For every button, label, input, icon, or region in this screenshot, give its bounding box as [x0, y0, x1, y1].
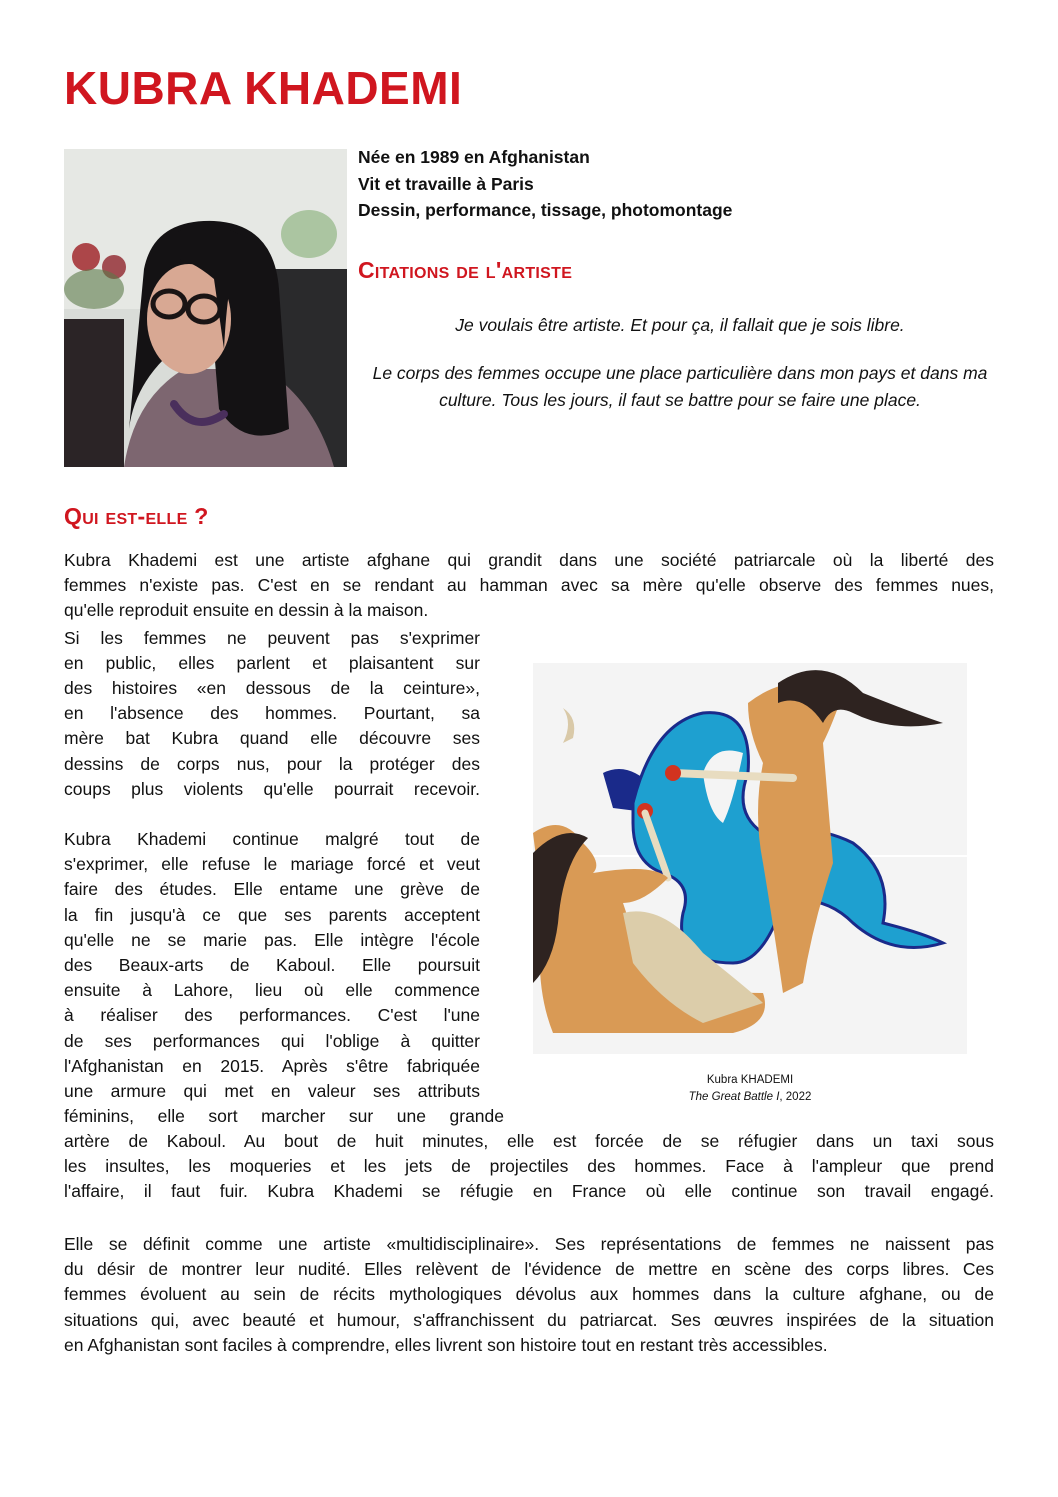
text-line: en Afghanistan sont faciles à comprendre, elles livrent son histoire tout en restant très accessibles.	[64, 1334, 828, 1355]
text-line: coups plus violents qu'elle pourrait recevoir.	[64, 778, 480, 799]
text-line: Elle se définit comme une artiste «multidisciplinaire». Ses représentations de femmes ne naissent pas	[64, 1234, 994, 1254]
text-line: Kubra Khademi est une artiste afghane qui grandit dans une société patriarcale où la liberté des	[64, 550, 994, 570]
paragraph-escape	[64, 827, 504, 1129]
text-line: en public, elles parlent et plaisantent sur	[64, 652, 480, 673]
text-line: les insultes, les moqueries et les jets de projectiles des hommes. Face à l'ampleur que prend	[64, 1156, 994, 1177]
text-line: Si les femmes ne peuvent pas s'exprimer	[64, 627, 480, 648]
paragraph-hammam	[64, 626, 480, 802]
paragraph-escape-continued	[64, 1129, 994, 1205]
text-line: femmes évoluent au sein de récits mythologiques dévolus aux hommes dans la culture afghane, ou de	[64, 1284, 994, 1305]
artist-quote: Je voulais être artiste. Et pour ça, il fallait que je sois libre.	[455, 315, 905, 335]
bio-mediums: Dessin, performance, tissage, photomontage	[358, 200, 733, 220]
bio-residence: Vit et travaille à Paris	[358, 173, 534, 194]
text-line: la fin jusqu'à ce que ses parents acceptent	[64, 904, 480, 925]
text-line: l'Afghanistan en 2015. Après s'être fabriquée	[64, 1055, 480, 1076]
caption-year: , 2022	[779, 1091, 812, 1103]
text-line: dessins de corps nus, pour la protéger des	[64, 753, 480, 774]
text-line: de ses performances qui l'oblige à quitter	[64, 1030, 480, 1051]
bio-birth: Née en 1989 en Afghanistan	[358, 147, 590, 167]
text-line: une armure qui met en valeur ses attributs	[64, 1081, 480, 1102]
artwork-illustration	[533, 663, 967, 1054]
text-line: en l'absence des hommes. Pourtant, sa	[64, 703, 480, 724]
text-line: situations qui, avec beauté et humour, s'affranchissent du patriarcat. Ses œuvres inspirées de la situation	[64, 1309, 994, 1330]
text-line: qu'elle ne se marie pas. Elle intègre l'école	[64, 929, 480, 950]
text-line: à réaliser des performances. C'est l'une	[64, 1005, 480, 1026]
text-line: s'exprimer, elle refuse le mariage forcé et veut	[64, 854, 480, 875]
paragraph-practice	[64, 1232, 994, 1358]
artist-bio	[358, 144, 732, 224]
caption-title: The Great Battle I	[688, 1091, 780, 1103]
text-line: féminins, elle sort marcher sur une grande	[64, 1106, 504, 1127]
text-line: Kubra Khademi continue malgré tout de	[64, 829, 480, 849]
page-title: KUBRA KHADEMI	[64, 62, 463, 114]
artwork-caption	[620, 1072, 880, 1106]
text-line: des Beaux-arts de Kaboul. Elle poursuit	[64, 955, 480, 976]
text-line: artère de Kaboul. Au bout de huit minutes, elle est forcée de se réfugier dans un taxi sous	[64, 1131, 994, 1151]
caption-artist: Kubra KHADEMI	[706, 1074, 794, 1086]
portrait-illustration	[64, 149, 347, 467]
paragraph-intro	[64, 548, 994, 624]
text-line: du désir de montrer leur nudité. Elles relèvent de l'évidence de mettre en scène des corps libres. Ces	[64, 1259, 994, 1280]
text-line: des histoires «en dessous de la ceinture»,	[64, 678, 480, 698]
text-line: femmes n'existe pas. C'est en se rendant au hamman avec sa mère qu'elle observe des femmes nues,	[64, 575, 994, 596]
text-line: faire des études. Elle entame une grève de	[64, 879, 480, 900]
artist-quote: Le corps des femmes occupe une place particulière dans mon pays et dans ma culture. Tous les jours, il faut se battre pour se faire une place.	[372, 363, 988, 410]
text-line: qu'elle reproduit ensuite en dessin à la maison.	[64, 600, 429, 621]
artwork-image	[533, 663, 967, 1054]
quotes-heading: Citations de l'artiste	[358, 257, 573, 283]
text-line: l'affaire, il faut fuir. Kubra Khademi se réfugie en France où elle continue son travail engagé.	[64, 1181, 994, 1202]
artist-portrait-photo	[64, 149, 347, 467]
text-line: mère bat Kubra quand elle découvre ses	[64, 728, 480, 749]
text-line: ensuite à Lahore, lieu où elle commence	[64, 980, 480, 1001]
who-heading: Qui est-elle ?	[64, 503, 209, 529]
caption-title-line	[620, 1089, 880, 1106]
